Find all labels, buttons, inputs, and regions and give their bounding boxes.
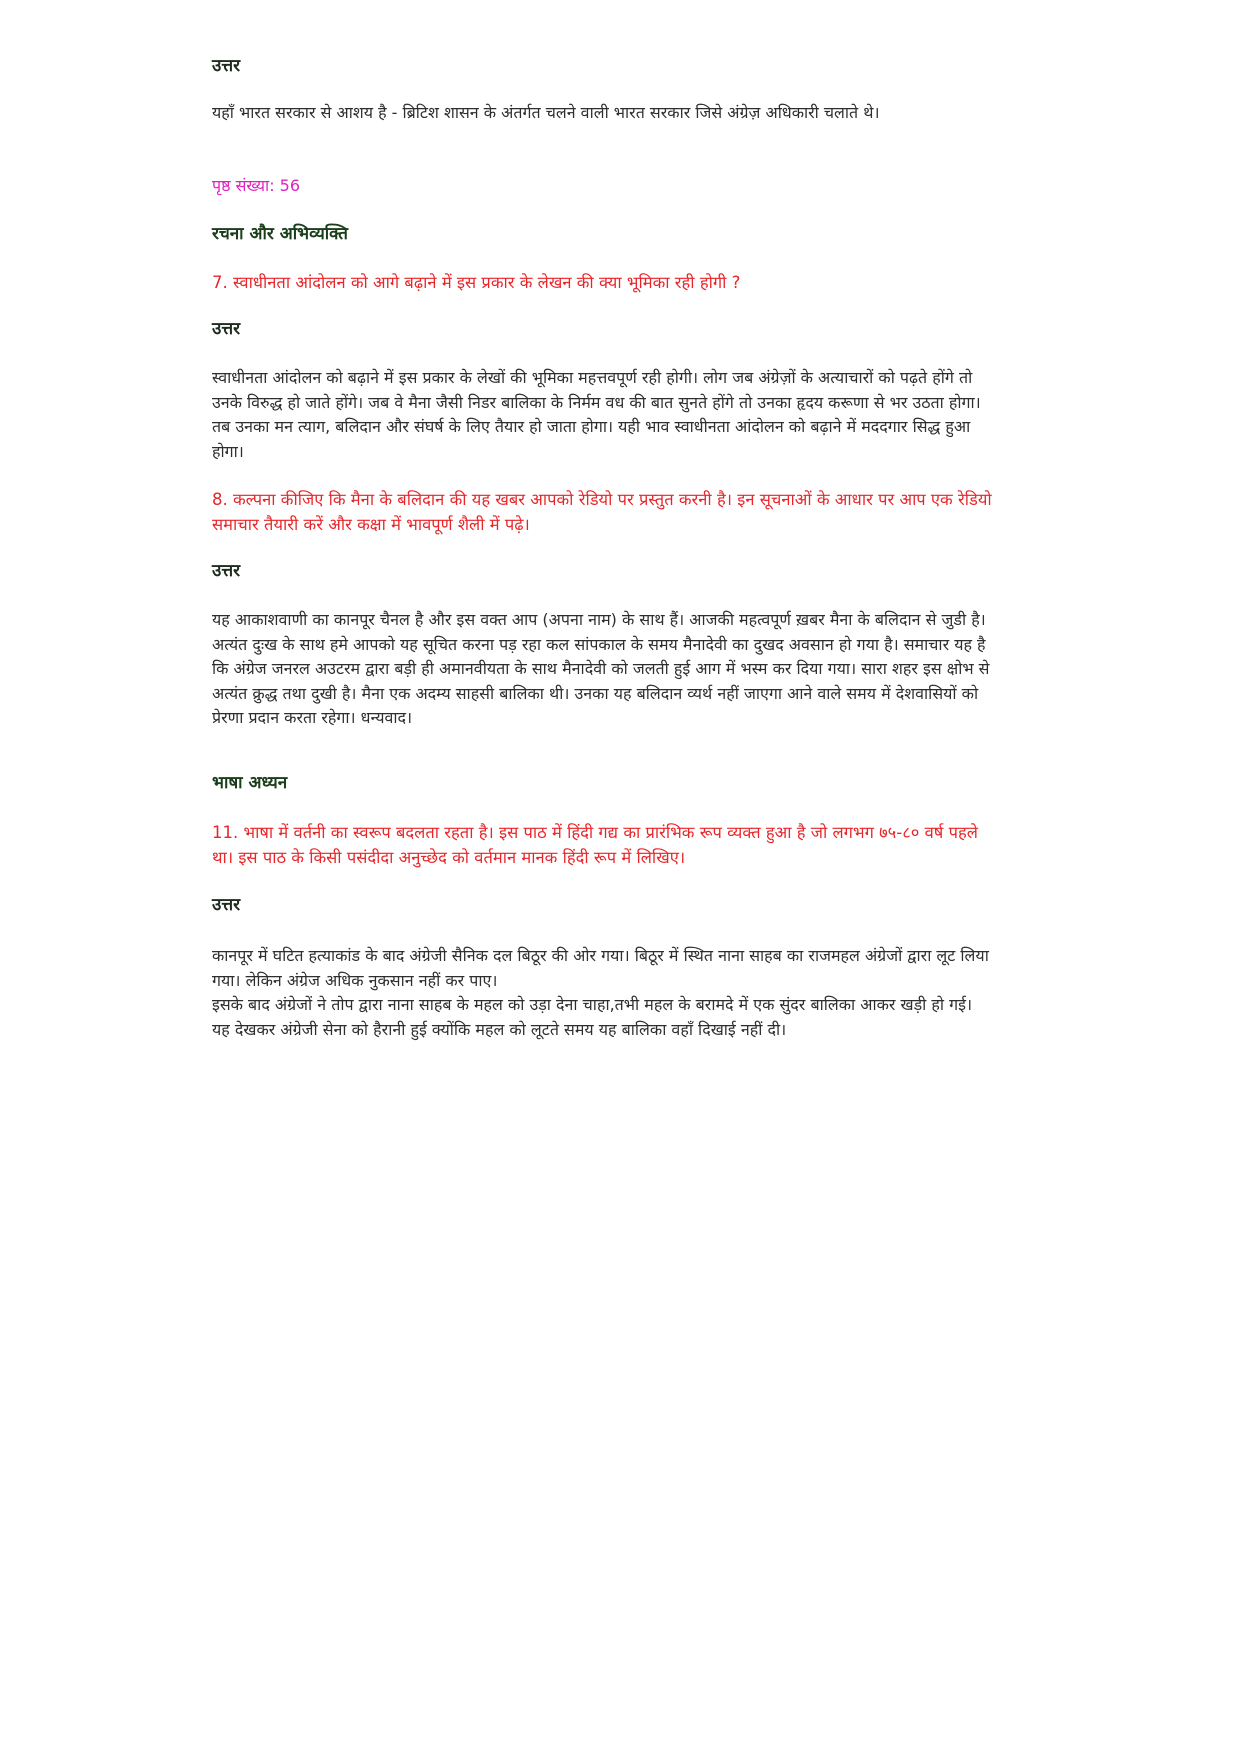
answer-text-7: स्वाधीनता आंदोलन को बढ़ाने में इस प्रकार के लेखों की भूमिका महत्तवपूर्ण रही होगी। लोग जब अंग्रेज़ों के अत्याचारों को पढ़ते होंगे तो उनके विरुद्ध हो जाते होंगे। जब वे मैना जैसी निडर बालिका के निर्मम वध की बात सुनते होंगे तो उनका हृदय करूणा से भर उठता होगा। तब उनका मन त्याग, बलिदान और संघर्ष के लिए तैयार हो जाता होगा। यही भाव स्वाधीनता आंदोलन को बढ़ाने में मददगार सिद्ध हुआ होगा। bbox=[212, 368, 981, 461]
question-11: 11. भाषा में वर्तनी का स्वरूप बदलता रहता है। इस पाठ में हिंदी गद्य का प्रारंभिक रूप व्यक्त हुआ है जो लगभग ७५-८० वर्ष पहले था। इस पाठ के किसी पसंदीदा अनुच्छेद को वर्तमान मानक हिंदी रूप में लिखिए। bbox=[212, 823, 978, 867]
answer-11-paragraph-1: कानपूर में घटित हत्याकांड के बाद अंग्रेजी सैनिक दल बिठूर की ओर गया। बिठूर में स्थित नाना साहब का राजमहल अंग्रेजों द्वारा लूट लिया गया। लेकिन अंग्रेज अधिक नुकसान नहीं कर पाए। bbox=[212, 946, 989, 990]
question-7: 7. स्वाधीनता आंदोलन को आगे बढ़ाने में इस प्रकार के लेखन की क्या भूमिका रही होगी ? bbox=[212, 273, 741, 292]
page-number-reference: पृष्ठ संख्या: 56 bbox=[212, 176, 301, 195]
answer-text-11 bbox=[212, 944, 992, 1042]
answer-text-8: यह आकाशवाणी का कानपूर चैनल है और इस वक्त आप (अपना नाम) के साथ हैं। आजकी महत्वपूर्ण ख़बर मैना के बलिदान से जुडी है। अत्यंत दुःख के साथ हमे आपको यह सूचित करना पड़ रहा कल सांपकाल के समय मैनादेवी का दुखद अवसान हो गया है। समाचार यह है कि अंग्रेज जनरल अउटरम द्वारा बड़ी ही अमानवीयता के साथ मैनादेवी को जलती हुई आग में भस्म कर दिया गया। सारा शहर इस क्षोभ से अत्यंत क्रुद्ध तथा दुखी है। मैना एक अदम्य साहसी बालिका थी। उनका यह बलिदान व्यर्थ नहीं जाएगा आने वाले समय में देशवासियों को प्रेरणा प्रदान करता रहेगा। धन्यवाद। bbox=[212, 610, 990, 727]
answer-label-1: उत्तर bbox=[212, 56, 241, 76]
answer-text-1: यहाँ भारत सरकार से आशय है - ब्रिटिश शासन के अंतर्गत चलने वाली भारत सरकार जिसे अंग्रेज़ अधिकारी चलाते थे। bbox=[212, 103, 880, 122]
answer-label-8: उत्तर bbox=[212, 561, 241, 581]
answer-11-paragraph-2: इसके बाद अंग्रेजों ने तोप द्वारा नाना साहब के महल को उड़ा देना चाहा,तभी महल के बरामदे में एक सुंदर बालिका आकर खड़ी हो गई। यह देखकर अंग्रेजी सेना को हैरानी हुई क्योंकि महल को लूटते समय यह बालिका वहाँ दिखाई नहीं दी। bbox=[212, 995, 973, 1039]
answer-label-11: उत्तर bbox=[212, 895, 241, 915]
answer-label-7: उत्तर bbox=[212, 319, 241, 339]
question-8: 8. कल्पना कीजिए कि मैना के बलिदान की यह खबर आपको रेडियो पर प्रस्तुत करनी है। इन सूचनाओं के आधार पर आप एक रेडियो समाचार तैयारी करें और कक्षा में भावपूर्ण शैली में पढ़े। bbox=[212, 490, 992, 534]
section-heading-language: भाषा अध्यन bbox=[212, 773, 288, 793]
section-heading-composition: रचना और अभिव्यक्ति bbox=[212, 224, 348, 244]
